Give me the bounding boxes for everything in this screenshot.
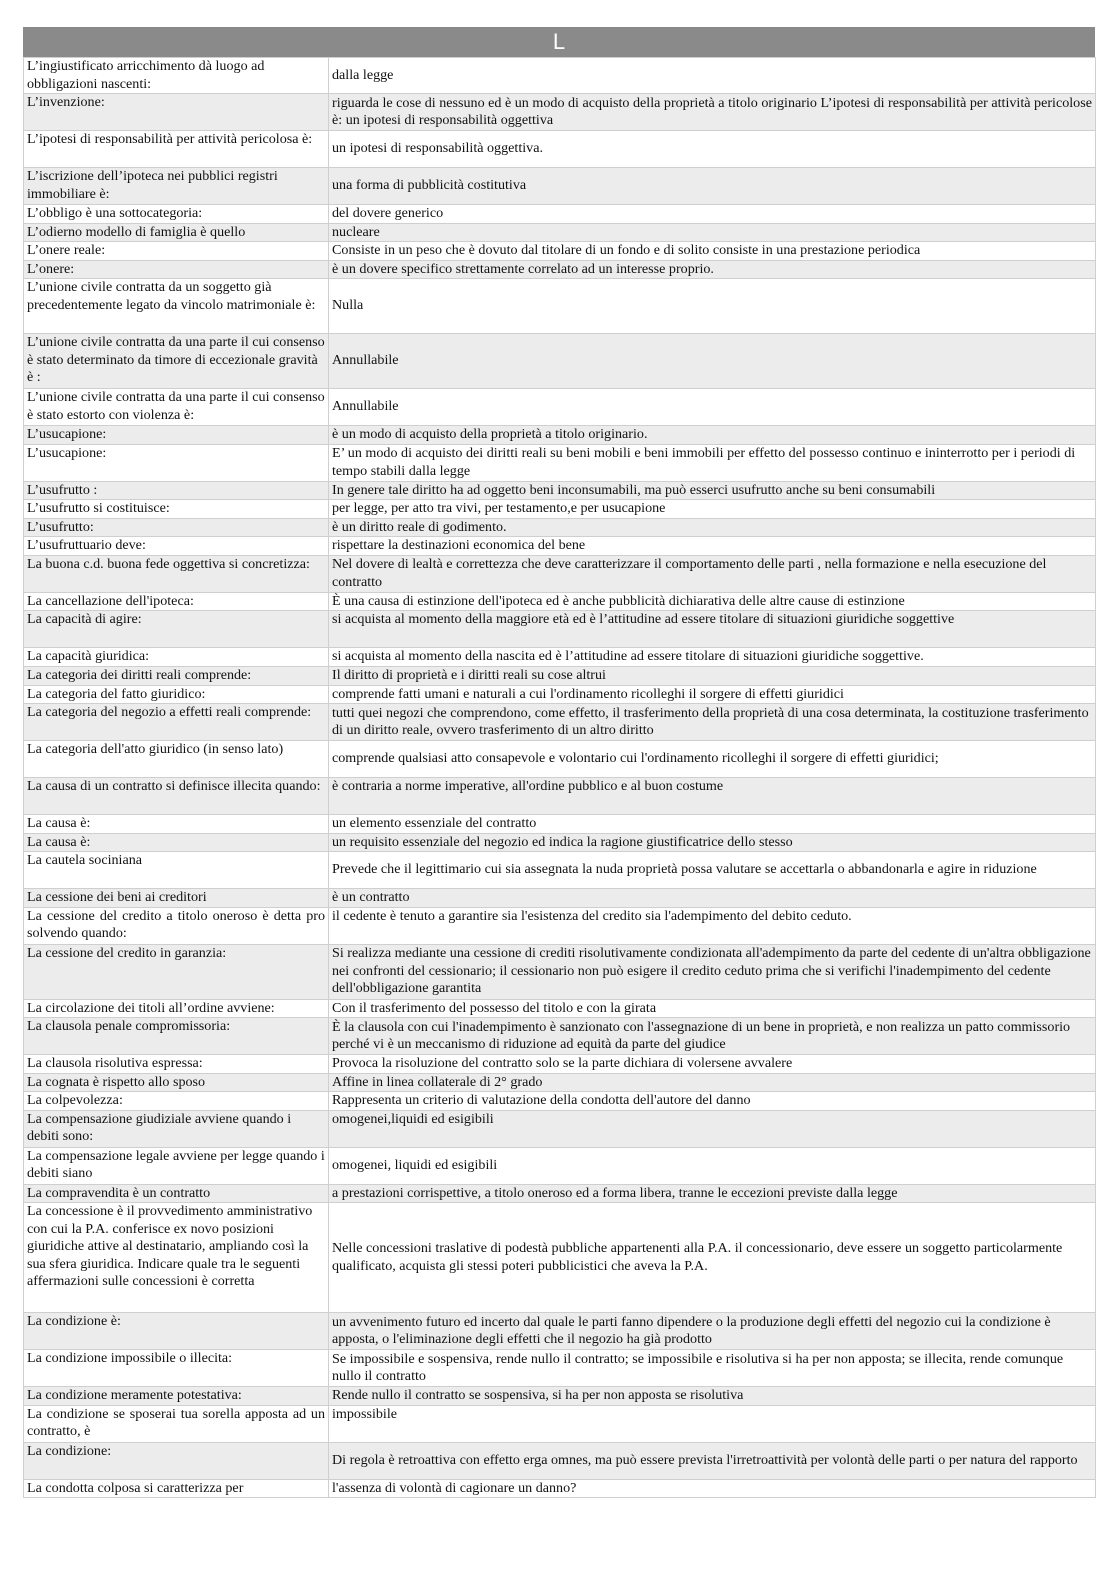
answer-cell: Nulla	[329, 279, 1096, 334]
question-cell: La capacità di agire:	[24, 611, 329, 648]
question-cell: L’usufrutto:	[24, 518, 329, 537]
question-cell: L’unione civile contratta da un soggetto già precedentemente legato da vincolo matrimoniale è:	[24, 279, 329, 334]
answer-cell: Annullabile	[329, 389, 1096, 426]
answer-cell: Se impossibile e sospensiva, rende nullo il contratto; se impossibile e risolutiva si ha per non apposta; se illecita, rende comunque nullo il contratto	[329, 1350, 1096, 1387]
question-cell: L’obbligo è una sottocategoria:	[24, 205, 329, 224]
answer-cell: il cedente è tenuto a garantire sia l'esistenza del credito sia l'adempimento del debito ceduto.	[329, 907, 1096, 944]
answer-cell: nucleare	[329, 223, 1096, 242]
table-row	[24, 778, 1096, 815]
question-cell: L’unione civile contratta da una parte il cui consenso è stato estorto con violenza è:	[24, 389, 329, 426]
question-cell: La colpevolezza:	[24, 1092, 329, 1111]
table-row	[24, 1073, 1096, 1092]
table-row	[24, 205, 1096, 224]
question-cell: L’usufrutto :	[24, 481, 329, 500]
question-cell: La cognata è rispetto allo sposo	[24, 1073, 329, 1092]
table-row	[24, 537, 1096, 556]
table-row	[24, 592, 1096, 611]
question-cell: L’usufruttuario deve:	[24, 537, 329, 556]
table-row	[24, 131, 1096, 168]
question-cell: La condotta colposa si caratterizza per	[24, 1479, 329, 1498]
answer-cell: dalla legge	[329, 58, 1096, 94]
answer-cell: omogenei,liquidi ed esigibili	[329, 1110, 1096, 1147]
table-row	[24, 648, 1096, 667]
answer-cell: È la clausola con cui l'inadempimento è sanzionato con l'assegnazione di un bene in proprietà, e non realizza un patto commissorio perché vi è un meccanismo di riduzione ad equità da parte del giudice	[329, 1018, 1096, 1055]
question-cell: La categoria dei diritti reali comprende:	[24, 667, 329, 686]
answer-cell: comprende qualsiasi atto consapevole e volontario cui l'ordinamento ricolleghi il sorgere di effetti giuridici;	[329, 741, 1096, 778]
table-row	[24, 667, 1096, 686]
question-cell: La condizione se sposerai tua sorella apposta ad un contratto, è	[24, 1405, 329, 1442]
answer-cell: è un modo di acquisto della proprietà a titolo originario.	[329, 426, 1096, 445]
answer-cell: tutti quei negozi che comprendono, come effetto, il trasferimento della proprietà di una cosa determinata, la costituzione trasferimento di un diritto reale, ovvero trasferimento di un altro diritto	[329, 704, 1096, 741]
table-row	[24, 481, 1096, 500]
question-cell: L’usucapione:	[24, 426, 329, 445]
question-cell: La condizione:	[24, 1442, 329, 1479]
answer-cell: Consiste in un peso che è dovuto dal titolare di un fondo e di solito consiste in una prestazione periodica	[329, 242, 1096, 261]
answer-cell: Prevede che il legittimario cui sia assegnata la nuda proprietà possa valutare se accettarla o abbandonarla e agire in riduzione	[329, 852, 1096, 889]
question-cell: L’unione civile contratta da una parte il cui consenso è stato determinato da timore di eccezionale gravità è :	[24, 334, 329, 389]
question-cell: L’invenzione:	[24, 94, 329, 131]
table-row	[24, 1387, 1096, 1406]
answer-cell: a prestazioni corrispettive, a titolo oneroso ed a forma libera, tranne le eccezioni previste dalla legge	[329, 1184, 1096, 1203]
answer-cell: si acquista al momento della nascita ed è l’attitudine ad essere titolare di situazioni giuridiche soggettive.	[329, 648, 1096, 667]
glossary-rows	[24, 58, 1096, 1498]
table-row	[24, 815, 1096, 834]
question-cell: La clausola penale compromissoria:	[24, 1018, 329, 1055]
answer-cell: Annullabile	[329, 334, 1096, 389]
table-row	[24, 852, 1096, 889]
answer-cell: una forma di pubblicità costitutiva	[329, 168, 1096, 205]
table-row	[24, 1092, 1096, 1111]
question-cell: L’onere:	[24, 260, 329, 279]
answer-cell: Con il trasferimento del possesso del titolo e con la girata	[329, 999, 1096, 1018]
answer-cell: Provoca la risoluzione del contratto solo se la parte dichiara di volersene avvalere	[329, 1055, 1096, 1074]
answer-cell: In genere tale diritto ha ad oggetto beni inconsumabili, ma può esserci usufrutto anche su beni consumabili	[329, 481, 1096, 500]
answer-cell: Il diritto di proprietà e i diritti reali su cose altrui	[329, 667, 1096, 686]
question-cell: La circolazione dei titoli all’ordine avviene:	[24, 999, 329, 1018]
question-cell: L’usucapione:	[24, 444, 329, 481]
question-cell: L’onere reale:	[24, 242, 329, 261]
question-cell: La causa di un contratto si definisce illecita quando:	[24, 778, 329, 815]
table-row	[24, 94, 1096, 131]
answer-cell: del dovere generico	[329, 205, 1096, 224]
table-row	[24, 1184, 1096, 1203]
table-row	[24, 944, 1096, 999]
table-row	[24, 260, 1096, 279]
table-row	[24, 242, 1096, 261]
question-cell: La cessione dei beni ai creditori	[24, 889, 329, 908]
answer-cell: Nel dovere di lealtà e correttezza che deve caratterizzare il comportamento delle parti , nella formazione e nella esecuzione del contratto	[329, 555, 1096, 592]
answer-cell: è un contratto	[329, 889, 1096, 908]
table-row	[24, 58, 1096, 94]
answer-cell: è contraria a norme imperative, all'ordine pubblico e al buon costume	[329, 778, 1096, 815]
table-row	[24, 1479, 1096, 1498]
table-row	[24, 168, 1096, 205]
table-row	[24, 889, 1096, 908]
answer-cell: riguarda le cose di nessuno ed è un modo di acquisto della proprietà a titolo originario L’ipotesi di responsabilità per attività pericolose è: un ipotesi di responsabilità oggettiva	[329, 94, 1096, 131]
question-cell: La categoria del negozio a effetti reali comprende:	[24, 704, 329, 741]
question-cell: La causa è:	[24, 815, 329, 834]
table-row	[24, 1147, 1096, 1184]
table-row	[24, 518, 1096, 537]
question-cell: La clausola risolutiva espressa:	[24, 1055, 329, 1074]
answer-cell: un avvenimento futuro ed incerto dal quale le parti fanno dipendere o la produzione degli effetti del negozio cui la condizione è apposta, o l'eliminazione degli effetti che il negozio ha già prodotto	[329, 1313, 1096, 1350]
answer-cell: E’ un modo di acquisto dei diritti reali su beni mobili e beni immobili per effetto del possesso continuo e ininterrotto per i periodi di tempo stabili dalla legge	[329, 444, 1096, 481]
question-cell: La categoria dell'atto giuridico (in senso lato)	[24, 741, 329, 778]
table-row	[24, 611, 1096, 648]
question-cell: L’ingiustificato arricchimento dà luogo ad obbligazioni nascenti:	[24, 58, 329, 94]
answer-cell: Rende nullo il contratto se sospensiva, si ha per non apposta se risolutiva	[329, 1387, 1096, 1406]
table-row	[24, 334, 1096, 389]
section-letter-header: L	[23, 27, 1095, 57]
glossary-table	[23, 57, 1096, 1498]
answer-cell: si acquista al momento della maggiore età ed è l’attitudine ad essere titolare di situazioni giuridiche soggettive	[329, 611, 1096, 648]
question-cell: La categoria del fatto giuridico:	[24, 685, 329, 704]
table-row	[24, 833, 1096, 852]
answer-cell: per legge, per atto tra vivi, per testamento,e per usucapione	[329, 500, 1096, 519]
question-cell: L’usufrutto si costituisce:	[24, 500, 329, 519]
question-cell: La condizione meramente potestativa:	[24, 1387, 329, 1406]
table-row	[24, 1018, 1096, 1055]
question-cell: La causa è:	[24, 833, 329, 852]
table-row	[24, 1055, 1096, 1074]
table-row	[24, 1110, 1096, 1147]
answer-cell: Di regola è retroattiva con effetto erga omnes, ma può essere prevista l'irretroattività per volontà delle parti o per natura del rapporto	[329, 1442, 1096, 1479]
question-cell: L’ipotesi di responsabilità per attività pericolosa è:	[24, 131, 329, 168]
table-row	[24, 741, 1096, 778]
answer-cell: Si realizza mediante una cessione di crediti risolutivamente condizionata all'adempimento da parte del cedente di un'altra obbligazione nei confronti del cessionario; il cessionario non può esigere il credito ceduto prima che si verifichi l'inadempimento del cedente dell'obbligazione garantita	[329, 944, 1096, 999]
question-cell: La concessione è il provvedimento amministrativo con cui la P.A. conferisce ex novo posizioni giuridiche attive al destinatario, ampliando così la sua sfera giuridica. Indicare quale tra le seguenti affermazioni sulle concessioni è corretta	[24, 1203, 329, 1313]
answer-cell: Rappresenta un criterio di valutazione della condotta dell'autore del danno	[329, 1092, 1096, 1111]
table-row	[24, 555, 1096, 592]
answer-cell: impossibile	[329, 1405, 1096, 1442]
question-cell: La cessione del credito in garanzia:	[24, 944, 329, 999]
question-cell: La compravendita è un contratto	[24, 1184, 329, 1203]
question-cell: L’iscrizione dell’ipoteca nei pubblici registri immobiliare è:	[24, 168, 329, 205]
answer-cell: l'assenza di volontà di cagionare un danno?	[329, 1479, 1096, 1498]
table-row	[24, 389, 1096, 426]
table-row	[24, 1442, 1096, 1479]
table-row	[24, 704, 1096, 741]
question-cell: La cancellazione dell'ipoteca:	[24, 592, 329, 611]
question-cell: La buona c.d. buona fede oggettiva si concretizza:	[24, 555, 329, 592]
answer-cell: un requisito essenziale del negozio ed indica la ragione giustificatrice dello stesso	[329, 833, 1096, 852]
glossary-sheet	[23, 27, 1095, 1498]
answer-cell: comprende fatti umani e naturali a cui l'ordinamento ricolleghi il sorgere di effetti giuridici	[329, 685, 1096, 704]
table-row	[24, 999, 1096, 1018]
answer-cell: è un dovere specifico strettamente correlato ad un interesse proprio.	[329, 260, 1096, 279]
table-row	[24, 685, 1096, 704]
question-cell: La capacità giuridica:	[24, 648, 329, 667]
table-row	[24, 500, 1096, 519]
table-row	[24, 907, 1096, 944]
answer-cell: un elemento essenziale del contratto	[329, 815, 1096, 834]
table-row	[24, 444, 1096, 481]
question-cell: La compensazione giudiziale avviene quando i debiti sono:	[24, 1110, 329, 1147]
question-cell: La compensazione legale avviene per legge quando i debiti siano	[24, 1147, 329, 1184]
table-row	[24, 279, 1096, 334]
table-row	[24, 1405, 1096, 1442]
answer-cell: omogenei, liquidi ed esigibili	[329, 1147, 1096, 1184]
table-row	[24, 1350, 1096, 1387]
answer-cell: un ipotesi di responsabilità oggettiva.	[329, 131, 1096, 168]
answer-cell: è un diritto reale di godimento.	[329, 518, 1096, 537]
table-row	[24, 1313, 1096, 1350]
answer-cell: rispettare la destinazioni economica del bene	[329, 537, 1096, 556]
answer-cell: Affine in linea collaterale di 2° grado	[329, 1073, 1096, 1092]
question-cell: L’odierno modello di famiglia è quello	[24, 223, 329, 242]
question-cell: La cautela sociniana	[24, 852, 329, 889]
answer-cell: Nelle concessioni traslative di podestà pubbliche appartenenti alla P.A. il concessionario, deve essere un soggetto particolarmente qualificato, acquista gli stessi poteri pubblicistici che aveva la P.A.	[329, 1203, 1096, 1313]
table-row	[24, 1203, 1096, 1313]
question-cell: La cessione del credito a titolo oneroso è detta pro solvendo quando:	[24, 907, 329, 944]
question-cell: La condizione impossibile o illecita:	[24, 1350, 329, 1387]
table-row	[24, 223, 1096, 242]
table-row	[24, 426, 1096, 445]
question-cell: La condizione è:	[24, 1313, 329, 1350]
answer-cell: È una causa di estinzione dell'ipoteca ed è anche pubblicità dichiarativa delle altre cause di estinzione	[329, 592, 1096, 611]
